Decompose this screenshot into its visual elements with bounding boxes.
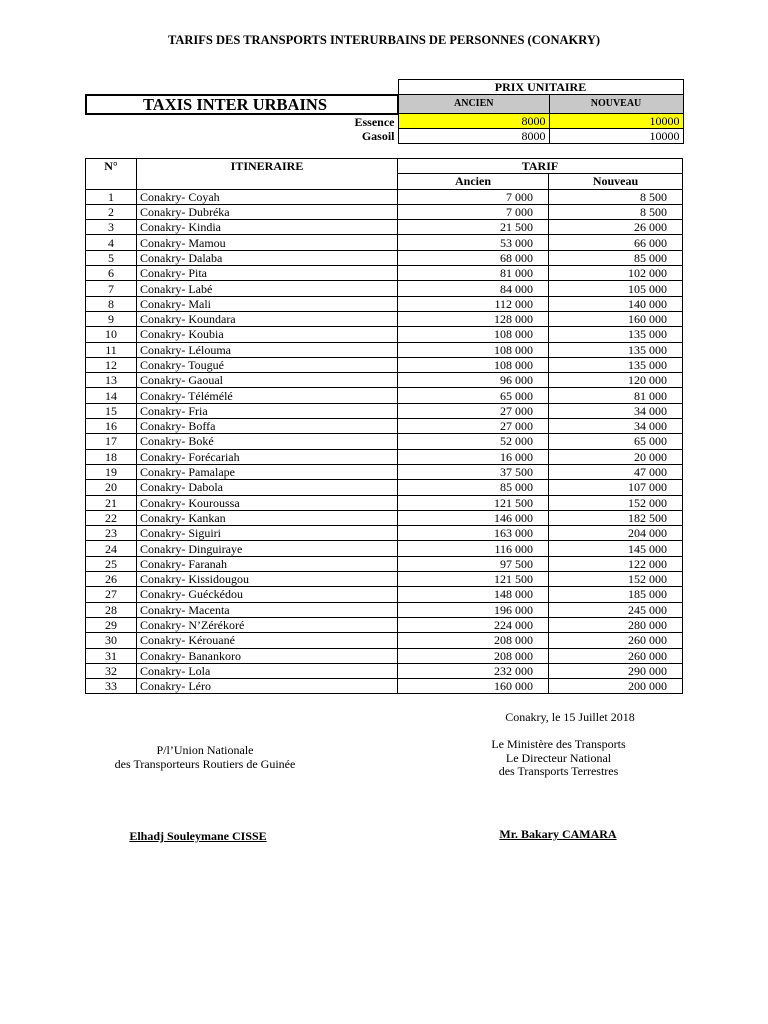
row-tarif-nouveau: 152 000	[549, 572, 683, 587]
prix-nouveau: 10000	[549, 129, 683, 144]
row-tarif-ancien: 81 000	[398, 266, 549, 281]
row-number: 21	[86, 495, 137, 510]
row-number: 28	[86, 602, 137, 617]
row-tarif-ancien: 7 000	[398, 204, 549, 219]
row-tarif-nouveau: 135 000	[549, 357, 683, 372]
row-tarif-ancien: 128 000	[398, 311, 549, 326]
row-itineraire: Conakry- Boffa	[137, 419, 398, 434]
table-row	[86, 587, 683, 602]
row-number: 33	[86, 679, 137, 694]
row-number: 6	[86, 266, 137, 281]
footer-right-line: des Transports Terrestres	[498, 764, 619, 778]
row-tarif-nouveau: 245 000	[549, 602, 683, 617]
row-itineraire: Conakry- Pamalape	[137, 464, 398, 479]
col-header-itineraire: ITINERAIRE	[137, 159, 398, 190]
row-tarif-ancien: 108 000	[398, 342, 549, 357]
row-number: 22	[86, 510, 137, 525]
row-tarif-nouveau: 280 000	[549, 617, 683, 632]
row-itineraire: Conakry- Dubréka	[137, 204, 398, 219]
row-number: 27	[86, 587, 137, 602]
row-tarif-ancien: 196 000	[398, 602, 549, 617]
row-tarif-nouveau: 34 000	[549, 403, 683, 418]
table-row	[86, 572, 683, 587]
prix-nouveau: 10000	[549, 114, 683, 129]
table-row	[86, 342, 683, 357]
col-header-number: N°	[86, 159, 137, 190]
footer-left-line: P/l’Union Nationale	[156, 743, 254, 757]
table-row	[86, 235, 683, 250]
row-number: 23	[86, 526, 137, 541]
table-row	[86, 266, 683, 281]
table-row	[86, 480, 683, 495]
row-number: 15	[86, 403, 137, 418]
prix-col-ancien: ANCIEN	[398, 95, 549, 114]
row-tarif-ancien: 163 000	[398, 526, 549, 541]
row-itineraire: Conakry- N’Zérékoré	[137, 617, 398, 632]
row-number: 29	[86, 617, 137, 632]
table-row	[86, 357, 683, 372]
row-tarif-nouveau: 185 000	[549, 587, 683, 602]
row-itineraire: Conakry- Fria	[137, 403, 398, 418]
row-tarif-nouveau: 145 000	[549, 541, 683, 556]
tariff-table	[85, 158, 683, 694]
row-tarif-nouveau: 200 000	[549, 679, 683, 694]
row-tarif-nouveau: 20 000	[549, 449, 683, 464]
row-number: 9	[86, 311, 137, 326]
table-row	[86, 189, 683, 204]
row-number: 19	[86, 464, 137, 479]
table-row	[86, 679, 683, 694]
row-itineraire: Conakry- Kérouané	[137, 633, 398, 648]
row-itineraire: Conakry- Dalaba	[137, 250, 398, 265]
row-itineraire: Conakry- Lola	[137, 663, 398, 678]
table-row	[86, 296, 683, 311]
row-itineraire: Conakry- Guéckédou	[137, 587, 398, 602]
row-number: 3	[86, 220, 137, 235]
row-tarif-nouveau: 122 000	[549, 556, 683, 571]
row-tarif-nouveau: 107 000	[549, 480, 683, 495]
row-number: 17	[86, 434, 137, 449]
prix-col-nouveau: NOUVEAU	[549, 95, 683, 114]
row-itineraire: Conakry- Forécariah	[137, 449, 398, 464]
row-tarif-ancien: 68 000	[398, 250, 549, 265]
row-itineraire: Conakry- Lélouma	[137, 342, 398, 357]
row-tarif-ancien: 97 500	[398, 556, 549, 571]
tariff-table-body	[86, 189, 683, 694]
row-number: 13	[86, 373, 137, 388]
row-itineraire: Conakry- Siguiri	[137, 526, 398, 541]
table-row	[86, 434, 683, 449]
row-tarif-ancien: 96 000	[398, 373, 549, 388]
row-tarif-ancien: 224 000	[398, 617, 549, 632]
row-tarif-nouveau: 204 000	[549, 526, 683, 541]
footer-left-line: des Transporteurs Routiers de Guinée	[114, 756, 296, 771]
table-row	[86, 250, 683, 265]
row-tarif-ancien: 37 500	[398, 464, 549, 479]
row-tarif-ancien: 160 000	[398, 679, 549, 694]
row-number: 18	[86, 449, 137, 464]
table-row	[86, 556, 683, 571]
row-tarif-nouveau: 260 000	[549, 633, 683, 648]
row-tarif-ancien: 121 500	[398, 495, 549, 510]
table-row	[86, 449, 683, 464]
row-number: 4	[86, 235, 137, 250]
row-number: 24	[86, 541, 137, 556]
row-tarif-nouveau: 140 000	[549, 296, 683, 311]
row-number: 25	[86, 556, 137, 571]
document-title: TARIFS DES TRANSPORTS INTERURBAINS DE PERSONNES (CONAKRY)	[167, 33, 601, 47]
table-row	[86, 602, 683, 617]
prix-label: Essence	[354, 114, 395, 129]
row-itineraire: Conakry- Dinguiraye	[137, 541, 398, 556]
row-tarif-ancien: 116 000	[398, 541, 549, 556]
row-tarif-ancien: 16 000	[398, 449, 549, 464]
row-tarif-ancien: 27 000	[398, 403, 549, 418]
col-header-nouveau: Nouveau	[549, 174, 683, 189]
row-tarif-ancien: 146 000	[398, 510, 549, 525]
row-itineraire: Conakry- Kankan	[137, 510, 398, 525]
table-row	[86, 464, 683, 479]
table-row	[86, 403, 683, 418]
row-itineraire: Conakry- Kindia	[137, 220, 398, 235]
row-itineraire: Conakry- Labé	[137, 281, 398, 296]
row-tarif-ancien: 112 000	[398, 296, 549, 311]
prix-row-gasoil	[86, 129, 683, 144]
row-itineraire: Conakry- Coyah	[137, 189, 398, 204]
row-tarif-nouveau: 65 000	[549, 434, 683, 449]
table-row	[86, 633, 683, 648]
row-number: 31	[86, 648, 137, 663]
row-tarif-ancien: 108 000	[398, 327, 549, 342]
row-number: 12	[86, 357, 137, 372]
row-number: 32	[86, 663, 137, 678]
row-tarif-nouveau: 182 500	[549, 510, 683, 525]
row-number: 10	[86, 327, 137, 342]
table-row	[86, 648, 683, 663]
row-tarif-nouveau: 8 500	[549, 204, 683, 219]
row-tarif-ancien: 108 000	[398, 357, 549, 372]
row-tarif-ancien: 52 000	[398, 434, 549, 449]
table-row	[86, 327, 683, 342]
right-signatory: Mr. Bakary CAMARA	[499, 827, 617, 841]
row-tarif-ancien: 85 000	[398, 480, 549, 495]
col-header-ancien: Ancien	[398, 174, 549, 189]
row-tarif-ancien: 7 000	[398, 189, 549, 204]
row-tarif-ancien: 27 000	[398, 419, 549, 434]
row-itineraire: Conakry- Boké	[137, 434, 398, 449]
row-tarif-nouveau: 160 000	[549, 311, 683, 326]
row-tarif-nouveau: 135 000	[549, 327, 683, 342]
footer-right-line: Le Ministère des Transports	[491, 737, 626, 751]
unit-price-table	[85, 79, 684, 144]
table-row	[86, 495, 683, 510]
col-header-tarif: TARIF	[398, 159, 683, 174]
table-row	[86, 663, 683, 678]
table-row	[86, 510, 683, 525]
row-tarif-nouveau: 85 000	[549, 250, 683, 265]
row-itineraire: Conakry- Gaoual	[137, 373, 398, 388]
row-tarif-nouveau: 105 000	[549, 281, 683, 296]
row-tarif-ancien: 53 000	[398, 235, 549, 250]
row-itineraire: Conakry- Banankoro	[137, 648, 398, 663]
row-tarif-nouveau: 152 000	[549, 495, 683, 510]
row-itineraire: Conakry- Faranah	[137, 556, 398, 571]
row-tarif-nouveau: 34 000	[549, 419, 683, 434]
table-row	[86, 526, 683, 541]
footer-right-block	[456, 738, 661, 779]
table-row	[86, 541, 683, 556]
prix-label: Gasoil	[361, 129, 395, 143]
prix-unitaire-header: PRIX UNITAIRE	[398, 80, 683, 95]
row-tarif-ancien: 148 000	[398, 587, 549, 602]
table-row	[86, 419, 683, 434]
table-row	[86, 281, 683, 296]
row-tarif-nouveau: 81 000	[549, 388, 683, 403]
row-tarif-nouveau: 290 000	[549, 663, 683, 678]
section-title-taxis: TAXIS INTER URBAINS	[86, 95, 398, 114]
row-tarif-nouveau: 66 000	[549, 235, 683, 250]
row-itineraire: Conakry- Léro	[137, 679, 398, 694]
table-row	[86, 617, 683, 632]
row-number: 30	[86, 633, 137, 648]
row-tarif-nouveau: 26 000	[549, 220, 683, 235]
row-itineraire: Conakry- Koubia	[137, 327, 398, 342]
row-tarif-ancien: 208 000	[398, 648, 549, 663]
row-number: 2	[86, 204, 137, 219]
table-row	[86, 311, 683, 326]
prix-ancien: 8000	[398, 114, 549, 129]
prix-row-essence	[86, 114, 683, 129]
row-itineraire: Conakry- Télémélé	[137, 388, 398, 403]
row-itineraire: Conakry- Mamou	[137, 235, 398, 250]
footer-date: Conakry, le 15 Juillet 2018	[505, 710, 635, 724]
row-tarif-ancien: 84 000	[398, 281, 549, 296]
row-tarif-nouveau: 260 000	[549, 648, 683, 663]
row-itineraire: Conakry- Kouroussa	[137, 495, 398, 510]
table-row	[86, 204, 683, 219]
row-number: 16	[86, 419, 137, 434]
footer-left-block	[95, 744, 315, 771]
footer-right-line: Le Directeur National	[505, 750, 612, 765]
row-number: 26	[86, 572, 137, 587]
row-tarif-ancien: 21 500	[398, 220, 549, 235]
row-number: 7	[86, 281, 137, 296]
row-itineraire: Conakry- Dabola	[137, 480, 398, 495]
row-number: 5	[86, 250, 137, 265]
row-number: 20	[86, 480, 137, 495]
row-itineraire: Conakry- Kissidougou	[137, 572, 398, 587]
row-tarif-nouveau: 8 500	[549, 189, 683, 204]
row-tarif-nouveau: 102 000	[549, 266, 683, 281]
row-number: 1	[86, 189, 137, 204]
row-itineraire: Conakry- Mali	[137, 296, 398, 311]
left-signatory: Elhadj Souleymane CISSE	[129, 829, 267, 843]
row-number: 11	[86, 342, 137, 357]
row-itineraire: Conakry- Koundara	[137, 311, 398, 326]
row-number: 8	[86, 296, 137, 311]
row-tarif-nouveau: 47 000	[549, 464, 683, 479]
row-tarif-ancien: 65 000	[398, 388, 549, 403]
row-tarif-ancien: 232 000	[398, 663, 549, 678]
table-row	[86, 373, 683, 388]
row-itineraire: Conakry- Tougué	[137, 357, 398, 372]
row-number: 14	[86, 388, 137, 403]
row-tarif-ancien: 121 500	[398, 572, 549, 587]
row-itineraire: Conakry- Pita	[137, 266, 398, 281]
table-row	[86, 220, 683, 235]
row-tarif-nouveau: 120 000	[549, 373, 683, 388]
prix-ancien: 8000	[398, 129, 549, 144]
row-tarif-nouveau: 135 000	[549, 342, 683, 357]
table-row	[86, 388, 683, 403]
row-tarif-ancien: 208 000	[398, 633, 549, 648]
row-itineraire: Conakry- Macenta	[137, 602, 398, 617]
